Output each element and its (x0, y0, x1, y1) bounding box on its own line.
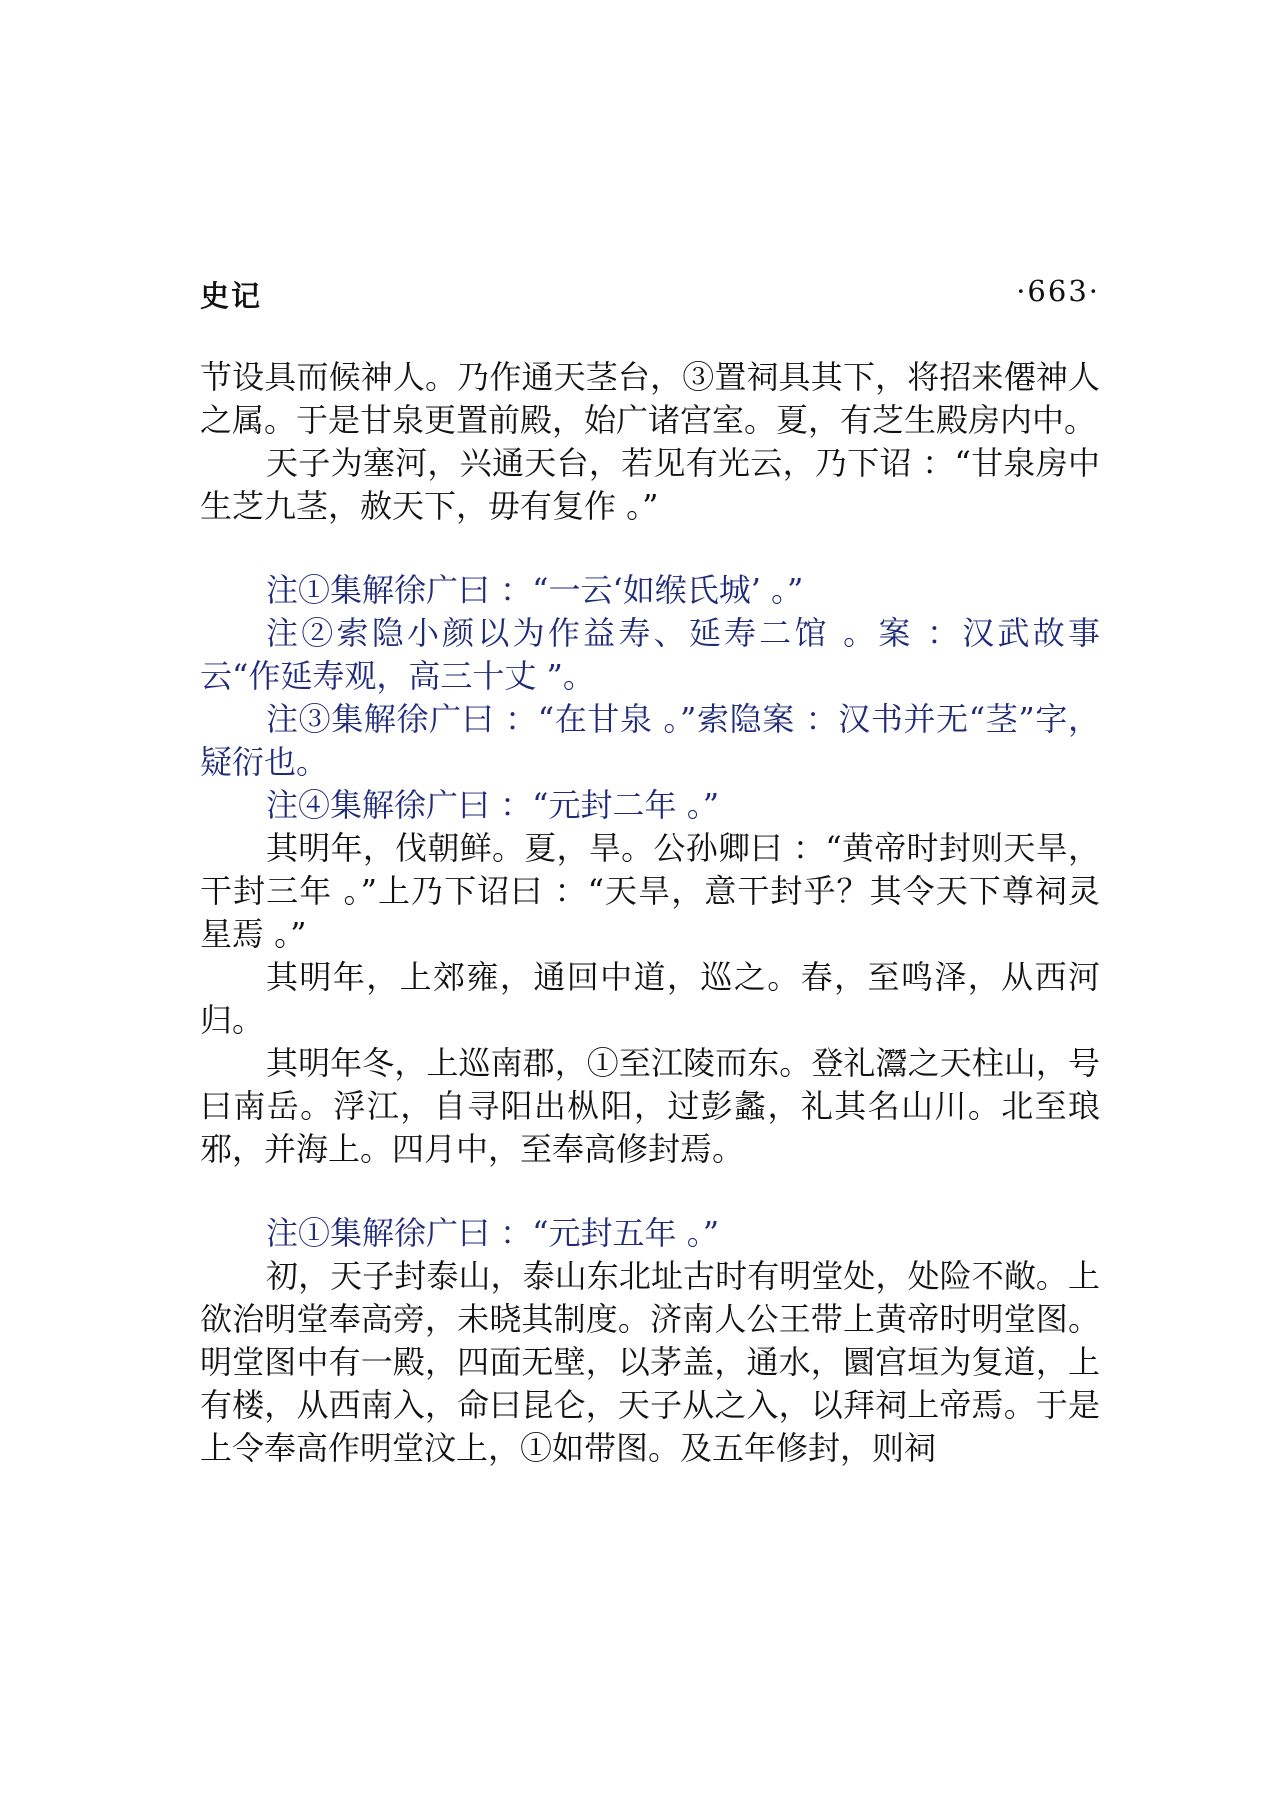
paragraph: 其明年冬，上巡南郡，①至江陵而东。登礼灊之天柱山，号曰南岳。浮江，自寻阳出枞阳，过彭蠡，礼其名山川。北至琅邪，并海上。四月中，至奉高修封焉。 (200, 1044, 1100, 1168)
page-number: ·663· (1016, 274, 1100, 308)
paragraph: 节设具而候神人。乃作通天茎台，③置祠具其下，将招来僊神人之属。于是甘泉更置前殿，始广诸宫室。夏，有芝生殿房内中。 (200, 358, 1100, 439)
paragraph: 其明年，伐朝鲜。夏，旱。公孙卿曰 ：“黄帝时封则天旱，干封三年 。”上乃下诏曰 ：“天旱，意干封乎？其令天下尊祠灵星焉 。” (200, 829, 1100, 953)
paragraph-gap (200, 528, 1100, 569)
paragraph-gap (200, 1171, 1100, 1212)
book-title: 史记 (200, 279, 263, 313)
annotation-note: 注③集解徐广曰 ：“在甘泉 。”索隐案 ：汉书并无“茎”字，疑衍也。 (200, 700, 1100, 781)
paragraph: 其明年，上郊雍，通回中道，巡之。春，至鸣泽，从西河归。 (200, 958, 1100, 1039)
annotation-note: 注①集解徐广曰 ：“一云‘如缑氏城’ 。” (266, 571, 804, 609)
annotation-note: 注①集解徐广曰 ：“元封五年 。” (266, 1214, 720, 1252)
paragraph: 天子为塞河，兴通天台，若见有光云，乃下诏 ：“甘泉房中生芝九茎，赦天下，毋有复作 。” (200, 444, 1100, 525)
page-header (200, 274, 1100, 314)
paragraph: 初，天子封泰山，泰山东北址古时有明堂处，处险不敞。上欲治明堂奉高旁，未晓其制度。济南人公王带上黄帝时明堂图。明堂图中有一殿，四面无壁，以茅盖，通水，圜宫垣为复道，上有楼，从西南入，命曰昆仑，天子从之入，以拜祠上帝焉。于是上令奉高作明堂汶上，①如带图。及五年修封，则祠 (200, 1257, 1100, 1467)
annotation-note: 注④集解徐广曰 ：“元封二年 。” (266, 786, 720, 824)
annotation-note: 注②索隐小颜以为作益寿、延寿二馆 。案 ：汉武故事云“作延寿观，高三十丈 ”。 (200, 614, 1100, 695)
page-body (200, 356, 1100, 1470)
